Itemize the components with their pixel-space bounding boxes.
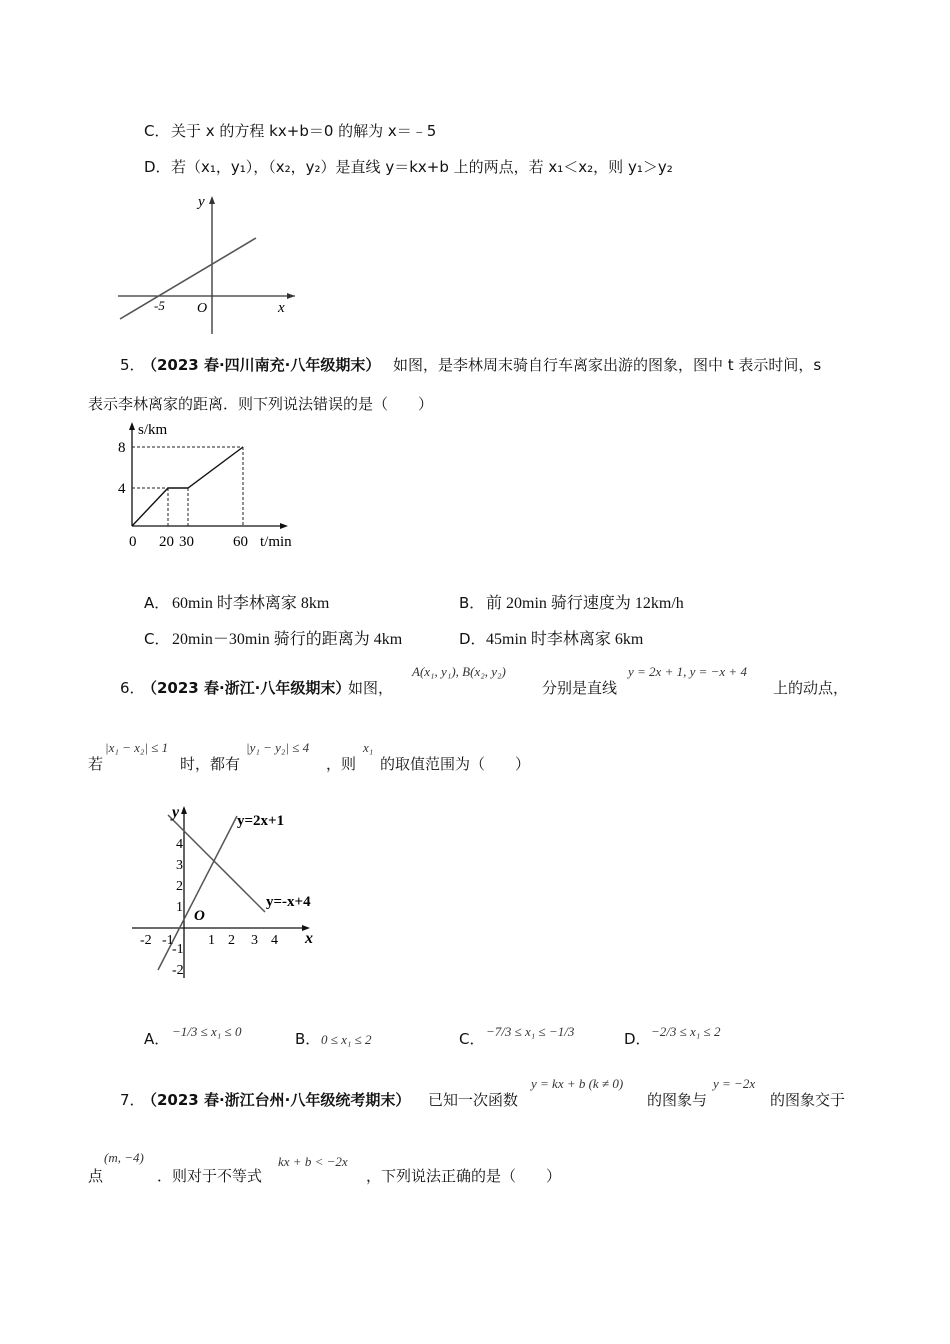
x-tick-20: 20 — [159, 534, 174, 550]
q5-option-b-label: B． — [459, 594, 485, 612]
q6-option-b-label: B． — [295, 1030, 321, 1048]
q5-option-a-text: 60min 时李林离家 8km — [172, 595, 330, 612]
q4-line-graph — [110, 188, 310, 338]
t-axis-label: t/min — [260, 534, 292, 550]
x-tick-30: 30 — [179, 534, 194, 550]
question-6-text-d: 若 — [88, 755, 104, 773]
y-tick-4: 4 — [176, 837, 183, 852]
y-tick-3: 3 — [176, 858, 183, 873]
q5-distance-time-graph — [108, 418, 308, 554]
line1-label: y=2x+1 — [237, 813, 285, 829]
y-axis-arrow — [181, 806, 187, 814]
y-tick-8: 8 — [118, 440, 126, 456]
q6-math-points: A(x₁, y₁), B(x₂, y₂) — [412, 664, 506, 679]
q6-option-b-math: 0 ≤ x₁ ≤ 2 — [321, 1032, 372, 1047]
y-tick-2: 2 — [176, 879, 183, 894]
question-6-text-a: 如图， — [348, 679, 394, 697]
s-axis-label: s/km — [138, 422, 168, 438]
question-6-source: （2023 春·浙江·八年级期末） — [142, 679, 351, 697]
y-tick-1: 1 — [176, 900, 183, 915]
x-tick-neg2: -2 — [140, 933, 152, 948]
q5-option-c-text: 20min－30min 骑行的距离为 4km — [172, 631, 403, 648]
y-tick-neg2: -2 — [172, 963, 184, 978]
x-tick-2: 2 — [228, 933, 235, 948]
q6-option-d-math: −2/3 ≤ x₁ ≤ 2 — [651, 1024, 721, 1039]
q7-math-ineq: kx + b < −2x — [278, 1154, 348, 1169]
q7-math-point: (m, −4) — [104, 1150, 144, 1165]
question-6-number: 6． — [120, 679, 145, 697]
x-axis-label: x — [305, 930, 313, 947]
question-5-text-line2: 表示李林离家的距离．则下列说法错误的是（ ） — [88, 395, 434, 413]
option-c-label: C． — [144, 122, 170, 140]
y-tick-4: 4 — [118, 481, 126, 497]
question-5-text-line1: 如图，是李林周末骑自行车离家出游的图象，图中 t 表示时间，s — [393, 356, 822, 374]
question-7-text-b: 的图象与 — [647, 1091, 708, 1109]
q6-two-lines-graph — [120, 798, 340, 998]
x-tick-4: 4 — [271, 933, 278, 948]
question-7-number: 7． — [120, 1091, 145, 1109]
q6-option-a-label: A． — [144, 1030, 170, 1048]
question-7-text-a: 已知一次函数 — [428, 1091, 519, 1109]
x-tick-label: -5 — [154, 298, 165, 313]
y-tick-neg1: -1 — [172, 942, 184, 957]
x-tick-60: 60 — [233, 534, 248, 550]
question-7-text-e: ．则对于不等式 — [157, 1167, 263, 1185]
x-tick-neg1: -1 — [162, 933, 174, 948]
q6-math-cond1: |x₁ − x₂| ≤ 1 — [105, 740, 169, 755]
question-7-text-d: 点 — [88, 1167, 104, 1185]
x-axis-label: x — [278, 300, 285, 316]
s-axis-arrow — [129, 422, 135, 430]
q5-option-d-label: D． — [459, 630, 486, 648]
graph-line — [120, 238, 256, 319]
q5-option-b-text: 前 20min 骑行速度为 12km/h — [486, 595, 684, 612]
t-axis-arrow — [280, 523, 288, 529]
y-axis-label: y — [172, 804, 180, 821]
question-6-text-b: 分别是直线 — [542, 679, 618, 697]
question-7-source: （2023 春·浙江台州·八年级统考期末） — [142, 1091, 411, 1109]
q6-math-lines: y = 2x + 1, y = −x + 4 — [628, 664, 747, 679]
q7-math-func: y = kx + b (k ≠ 0) — [531, 1076, 624, 1091]
option-d-text: 若（x₁，y₁），（x₂，y₂）是直线 y＝kx+b 上的两点，若 x₁＜x₂，则 y₁＞y₂ — [171, 158, 673, 176]
option-c-text: 关于 x 的方程 kx+b＝0 的解为 x＝﹣5 — [171, 122, 437, 140]
question-6-text-g: 的取值范围为（ ） — [380, 755, 531, 773]
origin-label: O — [197, 301, 208, 316]
q6-option-c-math: −7/3 ≤ x₁ ≤ −1/3 — [486, 1024, 575, 1039]
question-7-text-c: 的图象交于 — [770, 1091, 846, 1109]
x-tick-3: 3 — [251, 933, 258, 948]
q6-math-cond2: |y₁ − y₂| ≤ 4 — [246, 740, 310, 755]
x-tick-0: 0 — [129, 534, 137, 550]
line2-label: y=-x+4 — [266, 894, 311, 910]
question-6-text-e: 时，都有 — [180, 755, 241, 773]
x-tick-1: 1 — [208, 933, 215, 948]
question-5-number: 5． — [120, 356, 145, 374]
option-d-label: D． — [144, 158, 171, 176]
q5-option-c-label: C． — [144, 630, 170, 648]
question-6-text-c: 上的动点， — [773, 679, 849, 697]
y-axis-label: y — [198, 194, 205, 210]
q5-option-a-label: A． — [144, 594, 170, 612]
q6-option-c-label: C． — [459, 1030, 485, 1048]
y-axis-arrow — [209, 196, 215, 204]
q6-option-a-math: −1/3 ≤ x₁ ≤ 0 — [172, 1024, 242, 1039]
q6-math-var: x₁ — [363, 740, 374, 755]
q6-option-d-label: D． — [624, 1030, 651, 1048]
q5-option-d-text: 45min 时李林离家 6km — [486, 631, 644, 648]
origin-label: O — [194, 908, 205, 924]
question-7-text-f: ，下列说法正确的是（ ） — [366, 1167, 562, 1185]
q7-math-func2: y = −2x — [713, 1076, 756, 1091]
question-6-text-f: ，则 — [326, 755, 357, 773]
question-5-source: （2023 春·四川南充·八年级期末） — [142, 356, 381, 374]
x-axis-arrow — [287, 293, 295, 299]
